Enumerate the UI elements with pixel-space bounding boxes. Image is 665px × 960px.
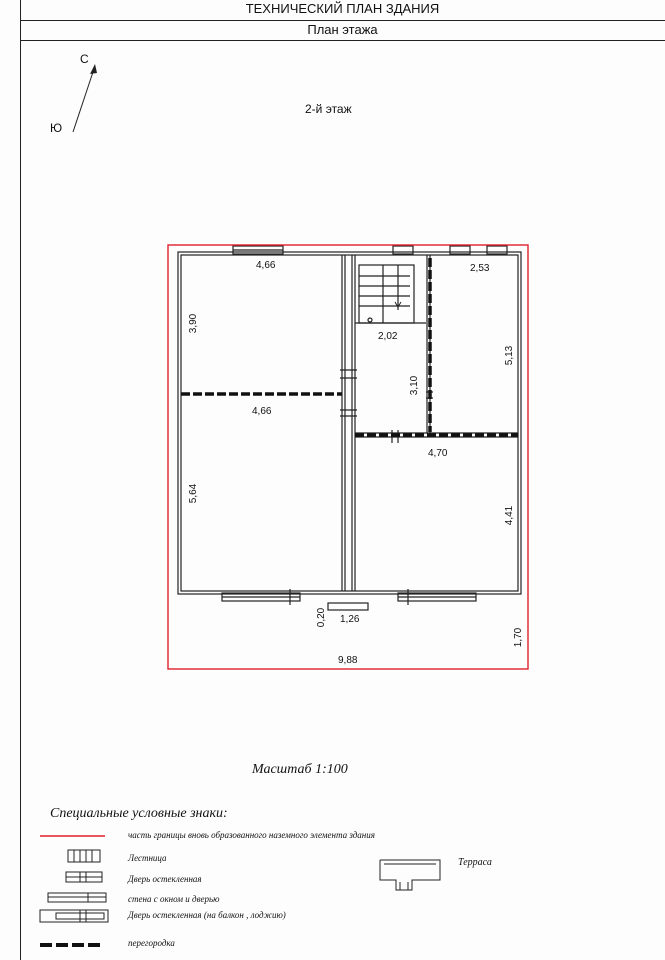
legend-glazed-door-icon bbox=[66, 872, 102, 882]
compass-north-label: С bbox=[80, 52, 89, 66]
legend-item-balcony-door: Дверь остекленная (на балкон , лоджию) bbox=[128, 910, 286, 920]
dim-room3-width: 2,53 bbox=[470, 263, 490, 274]
dim-total-width: 9,88 bbox=[338, 655, 358, 666]
building-outline bbox=[178, 246, 521, 610]
legend-wall-window-door-icon bbox=[48, 893, 106, 902]
dim-room3-height: 5,13 bbox=[504, 345, 516, 366]
dim-corridor-height: 3,10 bbox=[409, 375, 421, 396]
dim-terrace-step: 0,20 bbox=[316, 607, 328, 628]
dim-room2-width: 4,66 bbox=[252, 406, 272, 417]
dim-room4-height: 4,41 bbox=[504, 505, 516, 526]
floor-label: 2-й этаж bbox=[305, 102, 352, 116]
boundary-line bbox=[168, 245, 528, 669]
dim-room2-height: 5,64 bbox=[188, 483, 200, 504]
legend-item-boundary: часть границы вновь образованного наземного элемента здания bbox=[128, 830, 375, 840]
document-title: ТЕХНИЧЕСКИЙ ПЛАН ЗДАНИЯ bbox=[20, 0, 665, 21]
dim-room4-width: 4,70 bbox=[428, 448, 448, 459]
legend-balcony-door-icon bbox=[40, 910, 108, 922]
legend-stairs-icon bbox=[68, 850, 100, 862]
dim-terrace-depth: 1,70 bbox=[513, 627, 525, 648]
legend-item-partition: перегородка bbox=[128, 938, 175, 948]
plan-subtitle: План этажа bbox=[20, 20, 665, 41]
dim-room1-height: 3,90 bbox=[188, 313, 200, 334]
legend-title: Специальные условные знаки: bbox=[50, 806, 228, 821]
legend-item-stairs: Лестница bbox=[128, 853, 167, 863]
dim-corridor-width: 2,02 bbox=[378, 331, 398, 342]
compass-arrow-icon bbox=[73, 64, 97, 132]
legend-item-terrace: Терраса bbox=[458, 857, 492, 868]
compass-south-label: Ю bbox=[50, 121, 63, 135]
legend-terrace-icon bbox=[380, 860, 440, 890]
dim-room1-width: 4,66 bbox=[256, 260, 276, 271]
partition-lines bbox=[181, 258, 518, 435]
scale-label: Масштаб 1:100 bbox=[252, 762, 348, 777]
legend-item-glazed-door: Дверь остекленная bbox=[128, 874, 202, 884]
stair-direction-icon bbox=[395, 290, 401, 307]
dim-terrace-door: 1,26 bbox=[340, 614, 360, 625]
legend-item-wall-window-door: стена с окном и дверью bbox=[128, 894, 220, 904]
